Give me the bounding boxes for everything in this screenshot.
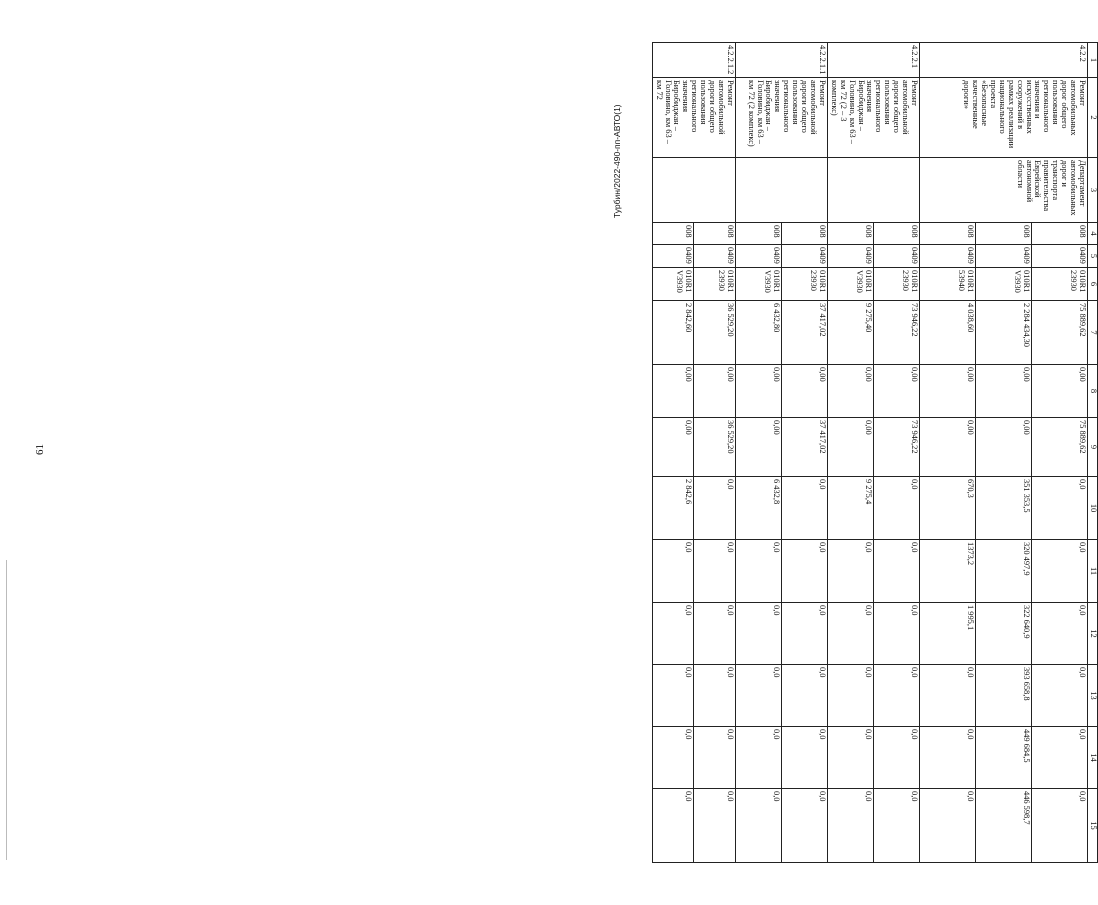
table-cell: 36 529,20 xyxy=(694,301,736,365)
budget-table xyxy=(652,42,1098,863)
table-cell: 0,0 xyxy=(873,665,919,727)
table-cell: 446 598,7 xyxy=(976,789,1032,863)
table-cell: 0,00 xyxy=(1032,365,1088,418)
table-cell: 0,00 xyxy=(694,365,736,418)
table-cell: 0,0 xyxy=(652,603,694,665)
row-executor: Департамент автомобильных дорог и транспорта правительства Еврейской автономной области xyxy=(920,158,1088,223)
table-cell: 0,0 xyxy=(694,665,736,727)
table-cell: 0,0 xyxy=(735,540,781,603)
table-cell: 0,0 xyxy=(781,789,827,863)
table-row xyxy=(873,43,919,863)
table-cell: 008 xyxy=(827,223,873,245)
table-cell: 0,00 xyxy=(920,418,976,477)
table-cell: 0,0 xyxy=(1032,665,1088,727)
table-cell: 010R1 23930 xyxy=(694,268,736,301)
column-header: 5 xyxy=(1088,245,1098,268)
table-cell: 0409 xyxy=(652,245,694,268)
table-cell: 008 xyxy=(1032,223,1088,245)
row-name: Ремонт автомобильной дороги общего пользования регионального значения Биробиджан – Головино, км 63 – км 72 xyxy=(652,78,735,158)
page-number: 61 xyxy=(34,444,46,455)
table-cell: 0,0 xyxy=(827,665,873,727)
row-name: Ремонт автомобильной дороги общего пользования регионального значения Биробиджан – Головино, км 63 – км 72 (2 комплекс) xyxy=(735,78,827,158)
table-cell: 0,0 xyxy=(920,727,976,789)
table-cell: 008 xyxy=(920,223,976,245)
table-cell: 0,00 xyxy=(920,365,976,418)
table-cell: 0,0 xyxy=(781,477,827,540)
table-cell: 73 946,22 xyxy=(873,301,919,365)
table-cell: 0,0 xyxy=(694,727,736,789)
table-cell: 0,00 xyxy=(827,418,873,477)
row-name: Ремонт автомобильных дорог общего пользования регионального значения и искусственных сооружений в рамках реализации национального проекта «Безопасные качественные дороги» xyxy=(920,78,1088,158)
table-cell: 0,0 xyxy=(781,665,827,727)
table-cell: 0,0 xyxy=(735,789,781,863)
table-cell: 0,0 xyxy=(694,603,736,665)
table-cell: 73 946,22 xyxy=(873,418,919,477)
table-cell: 0,0 xyxy=(827,603,873,665)
column-header: 4 xyxy=(1088,223,1098,245)
table-cell: 010R1 V3930 xyxy=(827,268,873,301)
table-cell: 6 432,8 xyxy=(735,477,781,540)
table-cell: 010R1 23930 xyxy=(873,268,919,301)
row-code: 4.2.2.1.1 xyxy=(735,43,827,78)
table-cell: 0,0 xyxy=(827,727,873,789)
table-cell: 0409 xyxy=(873,245,919,268)
table-cell: 449 684,5 xyxy=(976,727,1032,789)
document-code: Турбин/2022-490-пп-АВТО(1) xyxy=(612,104,622,218)
table-cell: 0,0 xyxy=(873,477,919,540)
column-header: 1 xyxy=(1088,43,1098,78)
table-cell: 2 284 434,30 xyxy=(976,301,1032,365)
column-header: 2 xyxy=(1088,78,1098,158)
table-cell: 0,0 xyxy=(873,603,919,665)
table-cell: 0,0 xyxy=(873,540,919,603)
table-cell: 0409 xyxy=(920,245,976,268)
column-header: 6 xyxy=(1088,268,1098,301)
table-row xyxy=(781,43,827,863)
column-header: 3 xyxy=(1088,158,1098,223)
column-header: 8 xyxy=(1088,365,1098,418)
table-cell: 010R1 53940 xyxy=(920,268,976,301)
table-cell: 0,00 xyxy=(781,365,827,418)
table-cell: 0,0 xyxy=(652,665,694,727)
row-executor xyxy=(652,158,735,223)
row-name: Ремонт автомобильной дороги общего пользования регионального значения Биробиджан – Головино, км 63 – км 72 (2 – 3 комплекс) xyxy=(827,78,919,158)
table-cell: 0,0 xyxy=(1032,477,1088,540)
column-header: 14 xyxy=(1088,727,1098,789)
table-cell: 0,0 xyxy=(1032,727,1088,789)
rotated-table-wrapper xyxy=(588,42,1098,862)
table-cell: 0,0 xyxy=(873,727,919,789)
table-cell: 0,00 xyxy=(735,418,781,477)
table-cell: 0,0 xyxy=(1032,789,1088,863)
table-cell: 0,0 xyxy=(652,540,694,603)
column-header: 12 xyxy=(1088,603,1098,665)
table-cell: 008 xyxy=(694,223,736,245)
table-cell: 0409 xyxy=(1032,245,1088,268)
row-executor xyxy=(827,158,919,223)
table-body xyxy=(652,43,1097,863)
table-cell: 010R1 23930 xyxy=(781,268,827,301)
table-cell: 008 xyxy=(652,223,694,245)
table-cell: 75 889,62 xyxy=(1032,301,1088,365)
table-cell: 0,0 xyxy=(827,789,873,863)
table-cell: 320 497,9 xyxy=(976,540,1032,603)
table-cell: 010R1 V3930 xyxy=(735,268,781,301)
table-cell: 0409 xyxy=(827,245,873,268)
table-cell: 010R1 V3930 xyxy=(652,268,694,301)
table-cell: 0,0 xyxy=(652,727,694,789)
table-cell: 0,00 xyxy=(873,365,919,418)
table-cell: 0,00 xyxy=(827,365,873,418)
column-header: 13 xyxy=(1088,665,1098,727)
table-cell: 0,0 xyxy=(735,665,781,727)
table-cell: 0409 xyxy=(735,245,781,268)
row-code: 4.2.2 xyxy=(920,43,1088,78)
table-cell: 1 995,1 xyxy=(920,603,976,665)
table-cell: 0,0 xyxy=(694,477,736,540)
table-cell: 37 417,02 xyxy=(781,418,827,477)
table-cell: 0,00 xyxy=(652,418,694,477)
table-cell: 0,00 xyxy=(976,365,1032,418)
table-cell: 0,0 xyxy=(781,540,827,603)
table-cell: 0409 xyxy=(694,245,736,268)
table-cell: 322 640,9 xyxy=(976,603,1032,665)
table-cell: 0,00 xyxy=(735,365,781,418)
table-cell: 010R1 V3930 xyxy=(976,268,1032,301)
table-cell: 2 842,60 xyxy=(652,301,694,365)
header-row xyxy=(1088,43,1098,863)
table-cell: 36 529,20 xyxy=(694,418,736,477)
table-cell: 9 275,4 xyxy=(827,477,873,540)
table-cell: 351 353,5 xyxy=(976,477,1032,540)
column-header: 15 xyxy=(1088,789,1098,863)
table-cell: 6 432,80 xyxy=(735,301,781,365)
table-cell: 0,0 xyxy=(781,727,827,789)
table-cell: 0,00 xyxy=(652,365,694,418)
table-cell: 010R1 23930 xyxy=(1032,268,1088,301)
table-row xyxy=(694,43,736,863)
table-cell: 0,0 xyxy=(694,789,736,863)
table-cell: 0,0 xyxy=(920,665,976,727)
table-cell: 0,0 xyxy=(735,603,781,665)
column-header: 9 xyxy=(1088,418,1098,477)
scan-edge-line xyxy=(6,560,7,860)
table-cell: 008 xyxy=(735,223,781,245)
row-executor xyxy=(735,158,827,223)
row-code: 4.2.2.1 xyxy=(827,43,919,78)
table-cell: 0,0 xyxy=(781,603,827,665)
table-cell: 393 658,8 xyxy=(976,665,1032,727)
table-cell: 0409 xyxy=(976,245,1032,268)
table-cell: 0,0 xyxy=(1032,603,1088,665)
table-cell: 0,0 xyxy=(652,789,694,863)
column-header: 10 xyxy=(1088,477,1098,540)
table-cell: 1373,2 xyxy=(920,540,976,603)
table-cell: 0,0 xyxy=(735,727,781,789)
table-cell: 0,0 xyxy=(873,789,919,863)
column-header: 7 xyxy=(1088,301,1098,365)
table-cell: 37 417,02 xyxy=(781,301,827,365)
table-cell: 9 275,40 xyxy=(827,301,873,365)
table-cell: 0,0 xyxy=(694,540,736,603)
table-cell: 008 xyxy=(976,223,1032,245)
table-cell: 0,0 xyxy=(920,789,976,863)
column-header: 11 xyxy=(1088,540,1098,603)
table-row xyxy=(1032,43,1088,863)
table-cell: 0409 xyxy=(781,245,827,268)
table-cell: 2 842,6 xyxy=(652,477,694,540)
row-code: 4.2.2.1.2 xyxy=(652,43,735,78)
table-cell: 670,3 xyxy=(920,477,976,540)
table-cell: 008 xyxy=(873,223,919,245)
table-cell: 008 xyxy=(781,223,827,245)
table-cell: 0,0 xyxy=(1032,540,1088,603)
table-cell: 4 038,60 xyxy=(920,301,976,365)
table-cell: 75 889,62 xyxy=(1032,418,1088,477)
table-cell: 0,00 xyxy=(976,418,1032,477)
table-cell: 0,0 xyxy=(827,540,873,603)
